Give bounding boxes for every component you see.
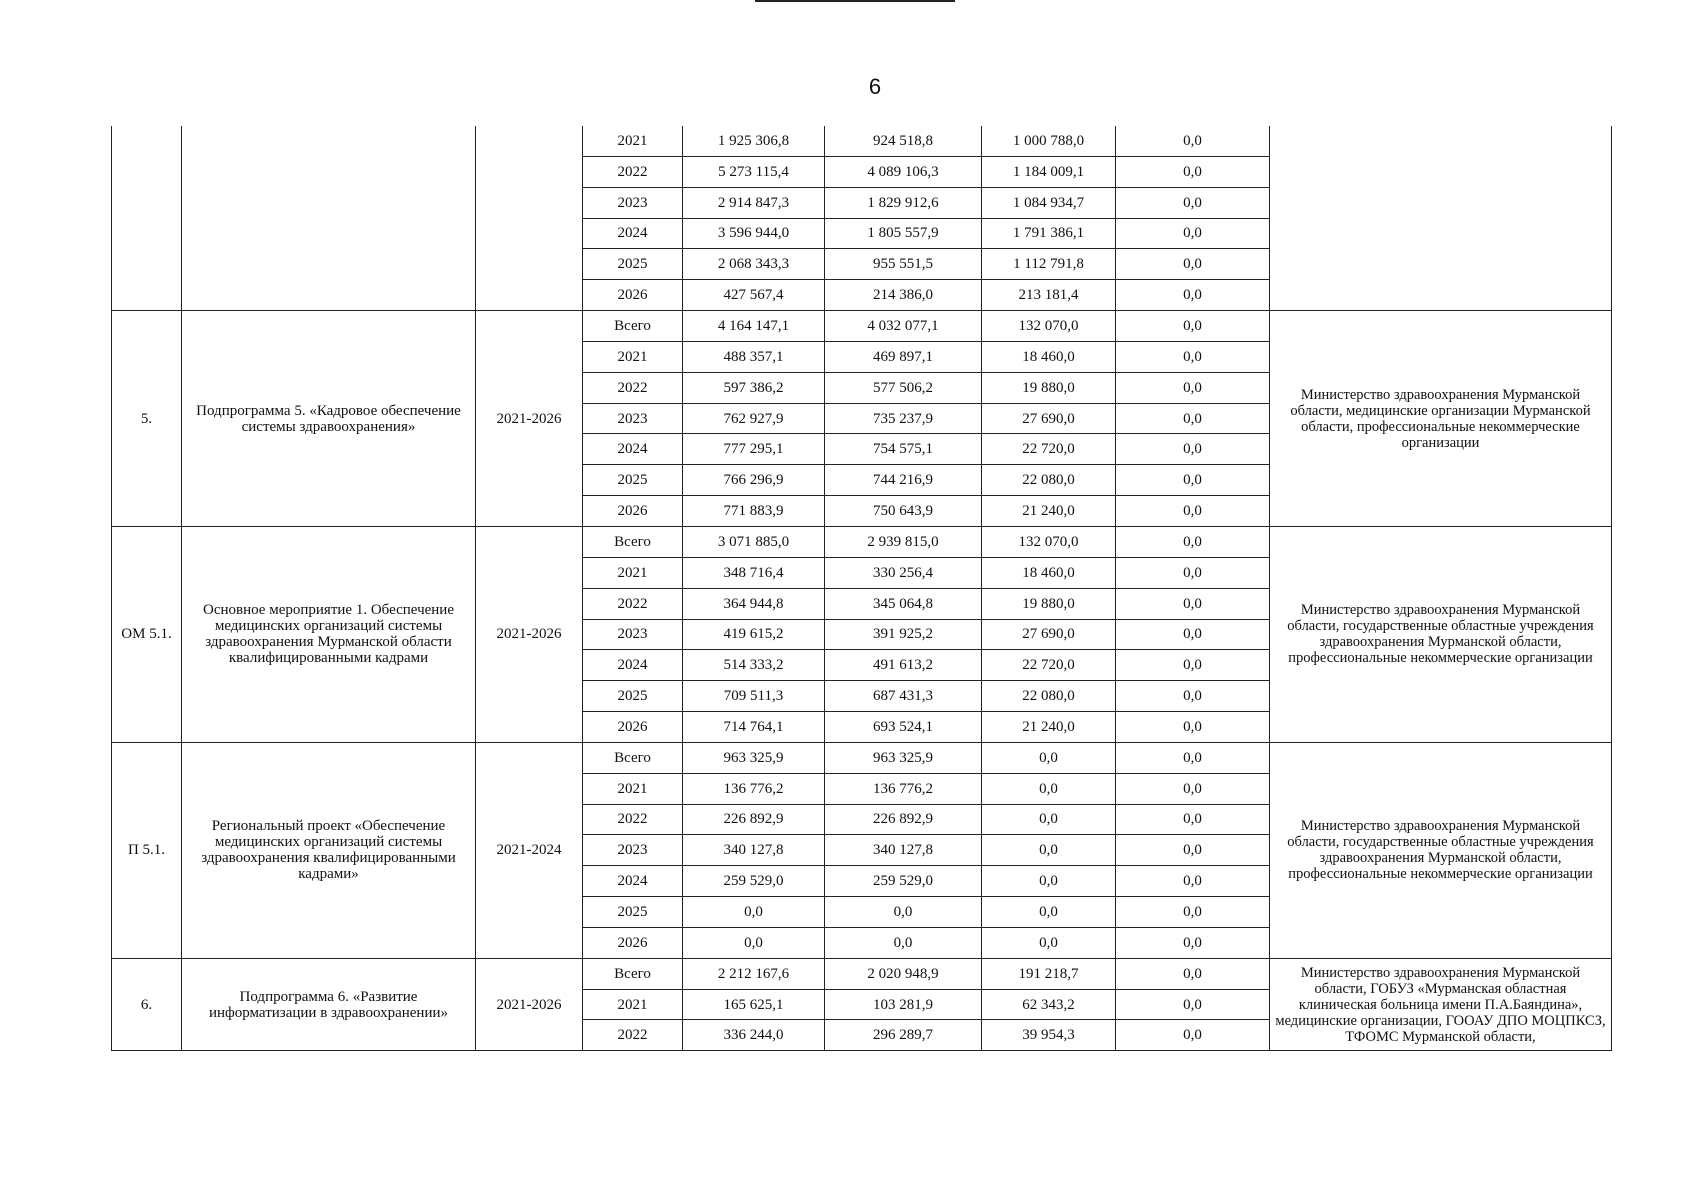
funding-cell-2: 21 240,0: [982, 712, 1116, 743]
funding-cell-3: 0,0: [1116, 187, 1270, 218]
total-cell: 136 776,2: [683, 773, 825, 804]
funding-cell-1: 687 431,3: [825, 681, 982, 712]
year-cell: 2021: [583, 341, 683, 372]
year-cell: 2021: [583, 126, 683, 156]
funding-cell-3: 0,0: [1116, 804, 1270, 835]
total-cell: 488 357,1: [683, 341, 825, 372]
section-period: 2021-2026: [476, 958, 583, 1051]
section-name: Подпрограмма 5. «Кадровое обеспечение системы здравоохранения»: [182, 311, 476, 527]
year-cell: 2026: [583, 280, 683, 311]
year-cell: 2025: [583, 465, 683, 496]
funding-cell-1: 924 518,8: [825, 126, 982, 156]
funding-cell-3: 0,0: [1116, 218, 1270, 249]
total-cell: 259 529,0: [683, 866, 825, 897]
funding-cell-3: 0,0: [1116, 249, 1270, 280]
funding-cell-2: 1 112 791,8: [982, 249, 1116, 280]
year-cell: Всего: [583, 958, 683, 989]
funding-cell-1: 4 089 106,3: [825, 156, 982, 187]
year-cell: Всего: [583, 742, 683, 773]
total-cell: 340 127,8: [683, 835, 825, 866]
year-cell: 2024: [583, 434, 683, 465]
funding-cell-1: 469 897,1: [825, 341, 982, 372]
total-cell: 709 511,3: [683, 681, 825, 712]
year-cell: 2021: [583, 773, 683, 804]
funding-cell-2: 132 070,0: [982, 311, 1116, 342]
section-number: 5.: [112, 311, 182, 527]
funding-cell-3: 0,0: [1116, 126, 1270, 156]
funding-cell-2: 0,0: [982, 897, 1116, 928]
total-cell: 419 615,2: [683, 619, 825, 650]
funding-cell-2: 0,0: [982, 742, 1116, 773]
year-cell: 2024: [583, 218, 683, 249]
total-cell: 714 764,1: [683, 712, 825, 743]
year-cell: 2024: [583, 866, 683, 897]
year-cell: 2021: [583, 989, 683, 1020]
total-cell: 2 068 343,3: [683, 249, 825, 280]
funding-cell-1: 4 032 077,1: [825, 311, 982, 342]
table-row: [112, 526, 1612, 557]
funding-cell-2: 191 218,7: [982, 958, 1116, 989]
section-executor: Министерство здравоохранения Мурманской области, медицинские организации Мурманской области, профессиональные некоммерческие организации: [1270, 311, 1612, 527]
funding-cell-3: 0,0: [1116, 156, 1270, 187]
total-cell: 364 944,8: [683, 588, 825, 619]
total-cell: 348 716,4: [683, 557, 825, 588]
total-cell: 5 273 115,4: [683, 156, 825, 187]
funding-cell-2: 18 460,0: [982, 557, 1116, 588]
funding-cell-3: 0,0: [1116, 434, 1270, 465]
funding-cell-1: 693 524,1: [825, 712, 982, 743]
funding-cell-1: 491 613,2: [825, 650, 982, 681]
section-number: 6.: [112, 958, 182, 1051]
funding-cell-1: 330 256,4: [825, 557, 982, 588]
total-cell: 427 567,4: [683, 280, 825, 311]
funding-cell-3: 0,0: [1116, 866, 1270, 897]
table-row: [112, 311, 1612, 342]
funding-cell-3: 0,0: [1116, 650, 1270, 681]
total-cell: 165 625,1: [683, 989, 825, 1020]
funding-cell-1: 1 805 557,9: [825, 218, 982, 249]
funding-cell-3: 0,0: [1116, 465, 1270, 496]
funding-cell-2: 27 690,0: [982, 403, 1116, 434]
total-cell: 762 927,9: [683, 403, 825, 434]
total-cell: 777 295,1: [683, 434, 825, 465]
funding-cell-1: 345 064,8: [825, 588, 982, 619]
funding-cell-3: 0,0: [1116, 681, 1270, 712]
funding-cell-2: 1 084 934,7: [982, 187, 1116, 218]
funding-cell-1: 136 776,2: [825, 773, 982, 804]
funding-cell-3: 0,0: [1116, 372, 1270, 403]
total-cell: 1 925 306,8: [683, 126, 825, 156]
year-cell: 2023: [583, 835, 683, 866]
section-executor: Министерство здравоохранения Мурманской области, государственные областные учреждения здравоохранения Мурманской области, профессиональные некоммерческие организации: [1270, 526, 1612, 742]
funding-cell-2: 21 240,0: [982, 496, 1116, 527]
funding-cell-2: 39 954,3: [982, 1020, 1116, 1051]
year-cell: 2023: [583, 187, 683, 218]
funding-cell-1: 735 237,9: [825, 403, 982, 434]
year-cell: 2023: [583, 403, 683, 434]
section-name: Основное мероприятие 1. Обеспечение медицинских организаций системы здравоохранения Мурманской области квалифицированными кадрами: [182, 526, 476, 742]
total-cell: 963 325,9: [683, 742, 825, 773]
total-cell: 0,0: [683, 897, 825, 928]
total-cell: 766 296,9: [683, 465, 825, 496]
funding-cell-2: 22 720,0: [982, 434, 1116, 465]
year-cell: 2026: [583, 927, 683, 958]
funding-cell-1: 963 325,9: [825, 742, 982, 773]
year-cell: 2022: [583, 1020, 683, 1051]
year-cell: 2025: [583, 897, 683, 928]
funding-cell-2: 213 181,4: [982, 280, 1116, 311]
funding-cell-3: 0,0: [1116, 927, 1270, 958]
funding-cell-2: 22 080,0: [982, 465, 1116, 496]
funding-cell-2: 0,0: [982, 866, 1116, 897]
total-cell: 597 386,2: [683, 372, 825, 403]
funding-cell-1: 391 925,2: [825, 619, 982, 650]
year-cell: 2025: [583, 249, 683, 280]
funding-cell-2: 1 184 009,1: [982, 156, 1116, 187]
budget-table: [111, 126, 1612, 1051]
funding-cell-3: 0,0: [1116, 588, 1270, 619]
executor-cell: [1270, 126, 1612, 311]
funding-cell-3: 0,0: [1116, 1020, 1270, 1051]
funding-cell-1: 226 892,9: [825, 804, 982, 835]
year-cell: 2021: [583, 557, 683, 588]
name-cell: [182, 126, 476, 311]
table-row: [112, 742, 1612, 773]
year-cell: 2024: [583, 650, 683, 681]
funding-cell-2: 19 880,0: [982, 588, 1116, 619]
year-cell: 2026: [583, 712, 683, 743]
section-period: 2021-2026: [476, 526, 583, 742]
year-cell: 2022: [583, 588, 683, 619]
section-period: 2021-2024: [476, 742, 583, 958]
total-cell: 3 596 944,0: [683, 218, 825, 249]
funding-cell-1: 0,0: [825, 927, 982, 958]
funding-cell-1: 750 643,9: [825, 496, 982, 527]
funding-cell-3: 0,0: [1116, 897, 1270, 928]
total-cell: 336 244,0: [683, 1020, 825, 1051]
funding-cell-1: 955 551,5: [825, 249, 982, 280]
funding-cell-3: 0,0: [1116, 742, 1270, 773]
funding-cell-3: 0,0: [1116, 311, 1270, 342]
funding-cell-3: 0,0: [1116, 773, 1270, 804]
funding-cell-2: 132 070,0: [982, 526, 1116, 557]
funding-cell-3: 0,0: [1116, 341, 1270, 372]
funding-cell-2: 22 080,0: [982, 681, 1116, 712]
period-cell: [476, 126, 583, 311]
funding-cell-2: 0,0: [982, 804, 1116, 835]
funding-cell-3: 0,0: [1116, 557, 1270, 588]
section-executor: Министерство здравоохранения Мурманской области, ГОБУЗ «Мурманская областная клиническая больница имени П.А.Баяндина», медицинские организации, ГООАУ ДПО МОЦПКСЗ, ТФОМС Мурманской области,: [1270, 958, 1612, 1051]
funding-cell-3: 0,0: [1116, 526, 1270, 557]
funding-cell-1: 0,0: [825, 897, 982, 928]
year-cell: 2023: [583, 619, 683, 650]
table-row: [112, 126, 1612, 156]
funding-cell-1: 1 829 912,6: [825, 187, 982, 218]
funding-cell-3: 0,0: [1116, 619, 1270, 650]
total-cell: 2 212 167,6: [683, 958, 825, 989]
funding-cell-2: 19 880,0: [982, 372, 1116, 403]
funding-cell-3: 0,0: [1116, 403, 1270, 434]
funding-cell-3: 0,0: [1116, 835, 1270, 866]
total-cell: 0,0: [683, 927, 825, 958]
number-cell: [112, 126, 182, 311]
year-cell: 2022: [583, 156, 683, 187]
funding-cell-1: 103 281,9: [825, 989, 982, 1020]
funding-cell-3: 0,0: [1116, 280, 1270, 311]
funding-cell-1: 744 216,9: [825, 465, 982, 496]
funding-cell-2: 18 460,0: [982, 341, 1116, 372]
funding-cell-3: 0,0: [1116, 712, 1270, 743]
funding-cell-2: 27 690,0: [982, 619, 1116, 650]
section-number: ОМ 5.1.: [112, 526, 182, 742]
funding-cell-2: 22 720,0: [982, 650, 1116, 681]
year-cell: Всего: [583, 311, 683, 342]
funding-cell-1: 2 020 948,9: [825, 958, 982, 989]
year-cell: Всего: [583, 526, 683, 557]
section-name: Региональный проект «Обеспечение медицинских организаций системы здравоохранения квалифицированными кадрами»: [182, 742, 476, 958]
funding-cell-3: 0,0: [1116, 958, 1270, 989]
year-cell: 2026: [583, 496, 683, 527]
section-number: П 5.1.: [112, 742, 182, 958]
table-body: [112, 126, 1612, 1051]
funding-cell-2: 1 000 788,0: [982, 126, 1116, 156]
funding-cell-3: 0,0: [1116, 496, 1270, 527]
funding-cell-1: 577 506,2: [825, 372, 982, 403]
total-cell: 3 071 885,0: [683, 526, 825, 557]
funding-cell-1: 296 289,7: [825, 1020, 982, 1051]
section-period: 2021-2026: [476, 311, 583, 527]
total-cell: 226 892,9: [683, 804, 825, 835]
table-row: [112, 958, 1612, 989]
top-rule: [755, 0, 955, 2]
funding-cell-1: 2 939 815,0: [825, 526, 982, 557]
funding-cell-2: 62 343,2: [982, 989, 1116, 1020]
funding-cell-2: 1 791 386,1: [982, 218, 1116, 249]
funding-cell-3: 0,0: [1116, 989, 1270, 1020]
funding-cell-1: 214 386,0: [825, 280, 982, 311]
total-cell: 514 333,2: [683, 650, 825, 681]
section-executor: Министерство здравоохранения Мурманской области, государственные областные учреждения здравоохранения Мурманской области, профессиональные некоммерческие организации: [1270, 742, 1612, 958]
year-cell: 2025: [583, 681, 683, 712]
funding-cell-1: 340 127,8: [825, 835, 982, 866]
section-name: Подпрограмма 6. «Развитие информатизации в здравоохранении»: [182, 958, 476, 1051]
total-cell: 4 164 147,1: [683, 311, 825, 342]
page-number: 6: [868, 74, 882, 99]
funding-cell-2: 0,0: [982, 835, 1116, 866]
funding-cell-1: 754 575,1: [825, 434, 982, 465]
total-cell: 771 883,9: [683, 496, 825, 527]
funding-cell-2: 0,0: [982, 773, 1116, 804]
year-cell: 2022: [583, 804, 683, 835]
year-cell: 2022: [583, 372, 683, 403]
funding-cell-2: 0,0: [982, 927, 1116, 958]
total-cell: 2 914 847,3: [683, 187, 825, 218]
funding-cell-1: 259 529,0: [825, 866, 982, 897]
